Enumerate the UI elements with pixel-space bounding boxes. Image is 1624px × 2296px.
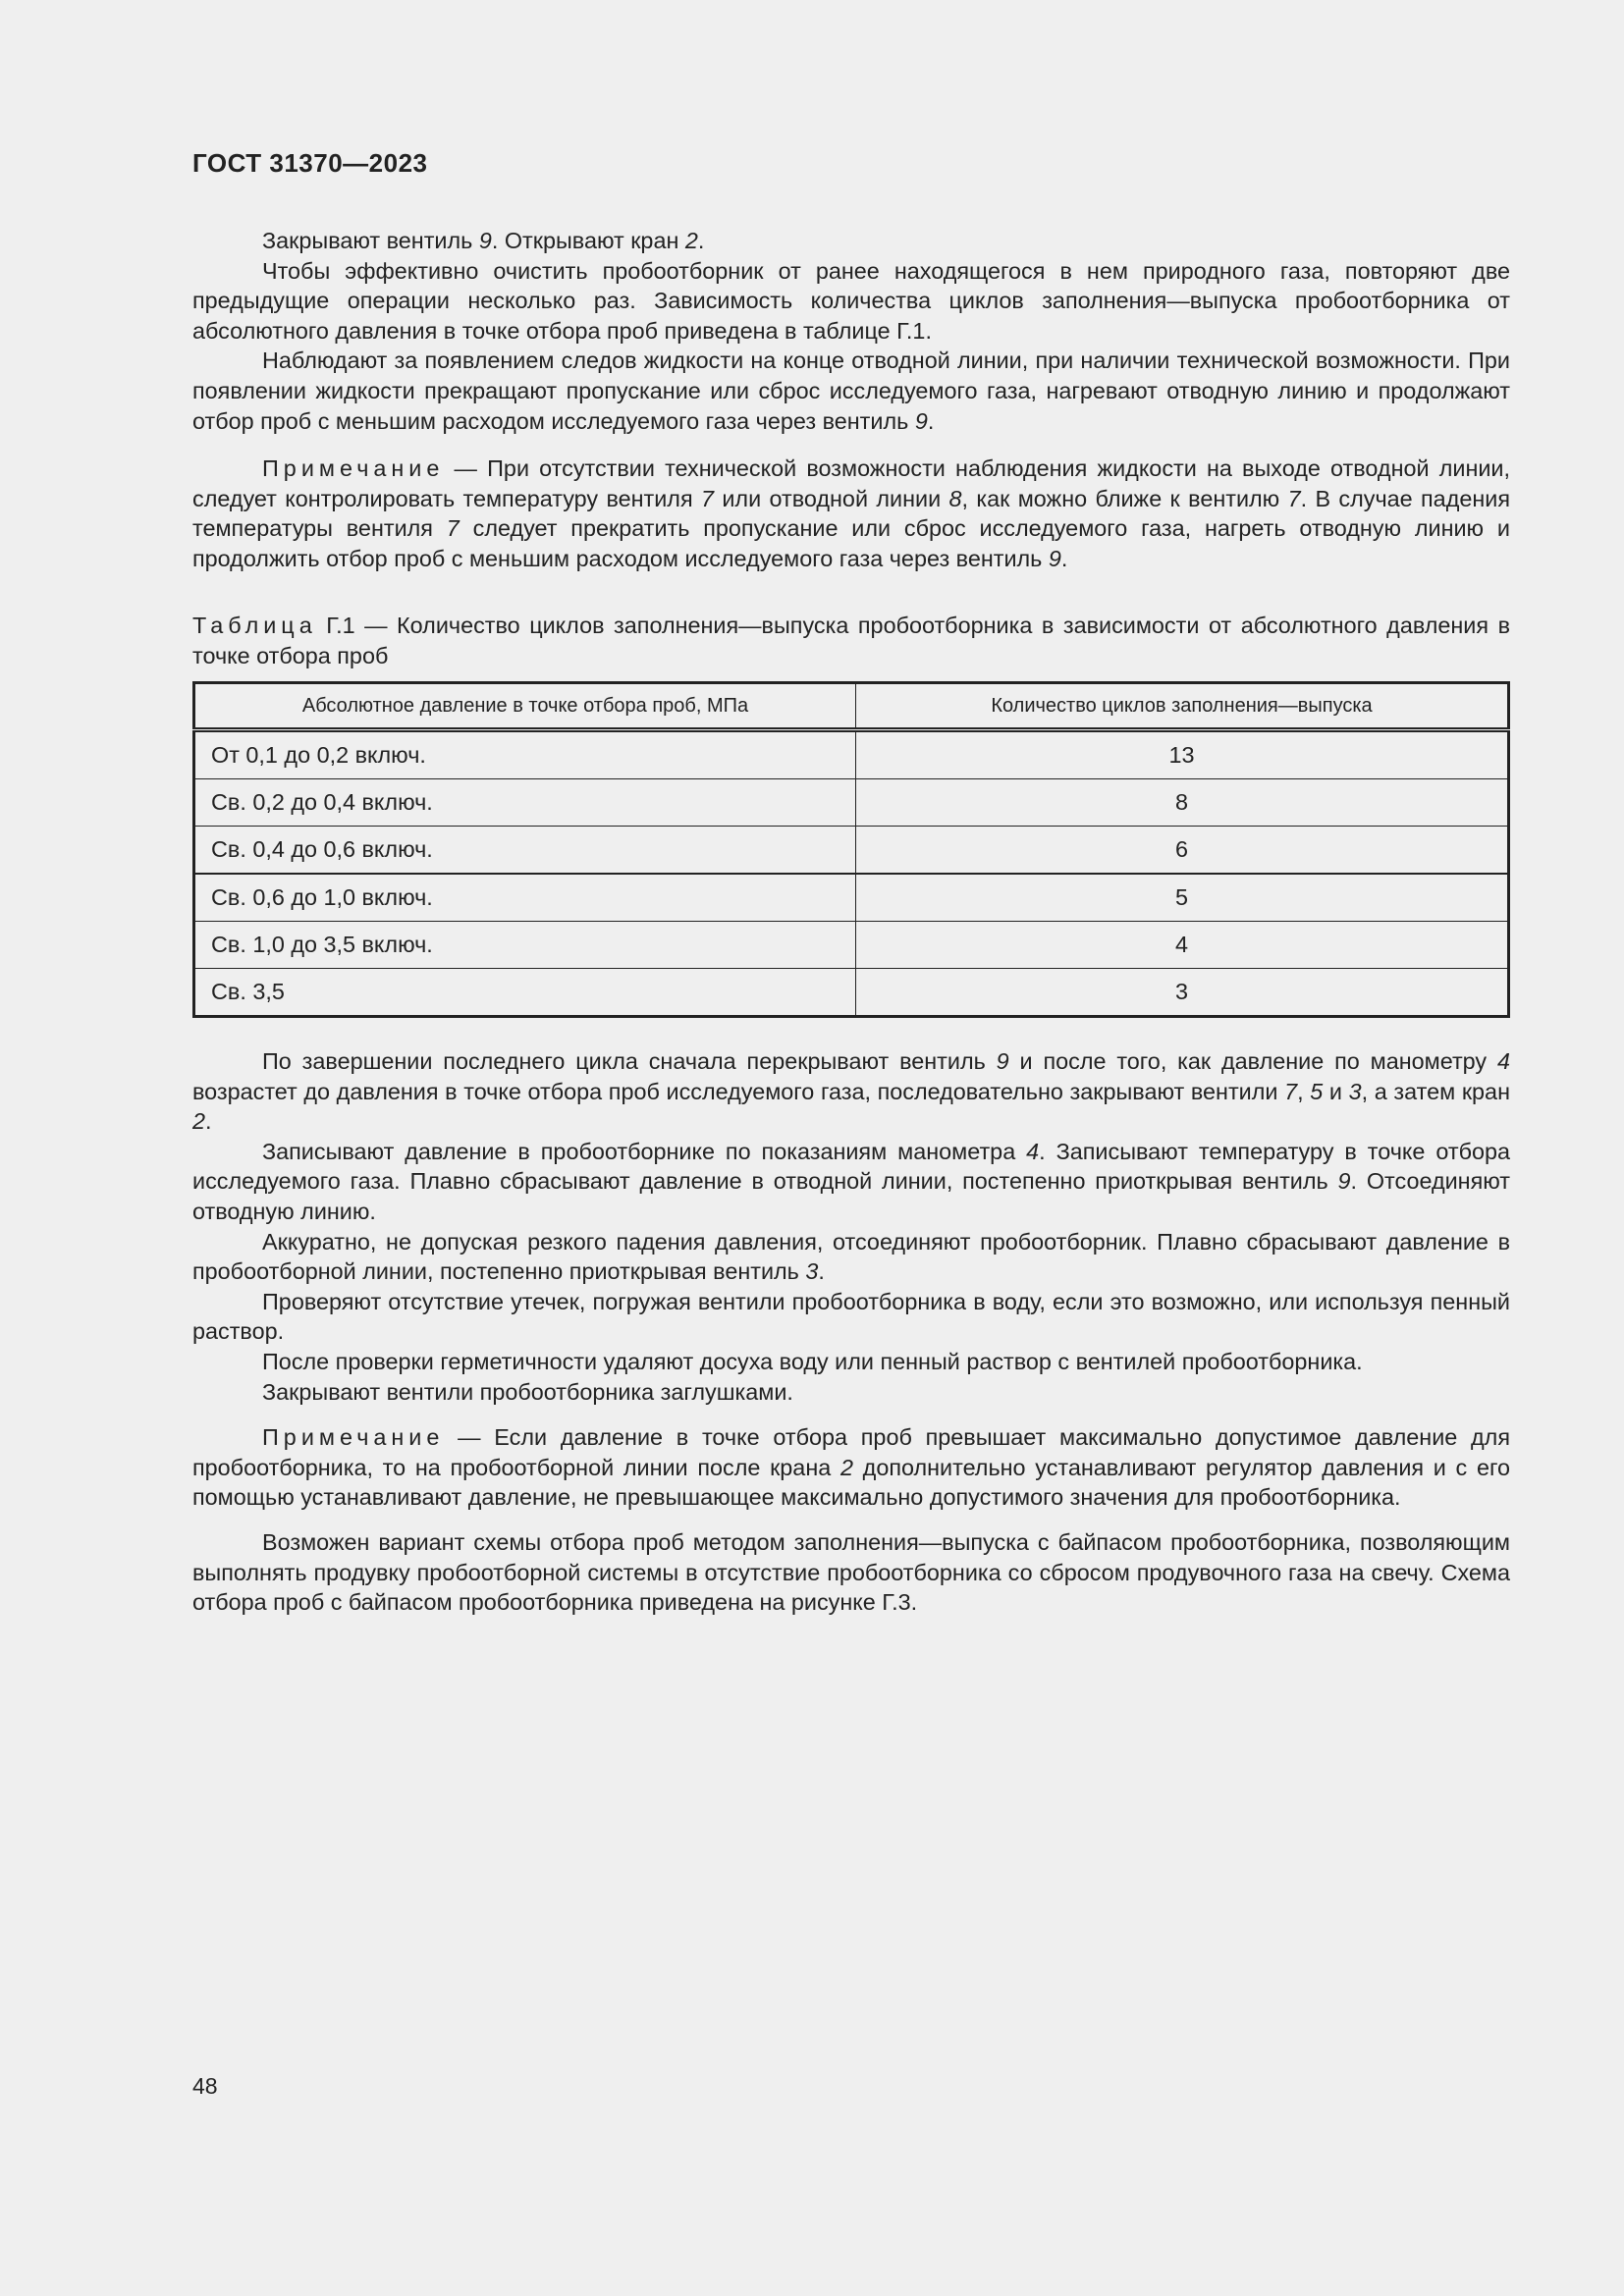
table-cell-pressure: Св. 3,5 xyxy=(194,969,856,1017)
note-paragraph: Примечание — Если давление в точке отбора проб превышает максимально допустимое давление для пробоотборника, то на пробоотборной линии после крана 2 дополнительно устанавливают регулятор давления и с его помощью устанавливают давление, не превышающее максимально допустимого значения для пробоотборника. xyxy=(192,1424,1510,1511)
table-header-cycles: Количество циклов заполнения—выпуска xyxy=(856,683,1509,730)
document-header: ГОСТ 31370—2023 xyxy=(192,148,428,178)
paragraph: Закрывают вентили пробоотборника заглушками. xyxy=(262,1378,793,1405)
table-row xyxy=(194,874,1509,922)
text-block-3 xyxy=(192,1527,1510,1618)
cycles-table xyxy=(192,681,1510,1018)
table-caption: Таблица Г.1 — Количество циклов заполнения—выпуска пробоотборника в зависимости от абсолютного давления в точке отбора проб xyxy=(192,613,1510,668)
paragraph: Наблюдают за появлением следов жидкости на конце отводной линии, при наличии технической возможности. При появлении жидкости прекращают пропускание или сброс исследуемого газа, нагревают отводную линию и продолжают отбор проб с меньшим расходом исследуемого газа через вентиль 9. xyxy=(192,347,1510,434)
table-cell-cycles: 13 xyxy=(856,730,1509,779)
text-block-2 xyxy=(192,1046,1510,1407)
table-cell-cycles: 5 xyxy=(856,874,1509,922)
text-block-1 xyxy=(192,226,1510,436)
paragraph: После проверки герметичности удаляют досуха воду или пенный раствор с вентилей пробоотборника. xyxy=(262,1348,1363,1374)
paragraph: Проверяют отсутствие утечек, погружая вентили пробоотборника в воду, если это возможно, или используя пенный раствор. xyxy=(192,1288,1510,1345)
paragraph: Записывают давление в пробоотборнике по показаниям манометра 4. Записывают температуру в точке отбора исследуемого газа. Плавно сбрасывают давление в отводной линии, постепенно приоткрывая вентиль 9. Отсоединяют отводную линию. xyxy=(192,1138,1510,1224)
paragraph: Закрывают вентиль 9. Открывают кран 2. xyxy=(262,228,705,253)
table-row xyxy=(194,922,1509,969)
note-label: Примечание xyxy=(262,455,445,481)
table-cell-pressure: Св. 1,0 до 3,5 включ. xyxy=(194,922,856,969)
note-1 xyxy=(192,454,1510,573)
table-cell-pressure: Св. 0,4 до 0,6 включ. xyxy=(194,827,856,875)
table-header-pressure: Абсолютное давление в точке отбора проб, МПа xyxy=(194,683,856,730)
table-cell-pressure: Св. 0,2 до 0,4 включ. xyxy=(194,779,856,827)
table-row xyxy=(194,730,1509,779)
table-cell-cycles: 4 xyxy=(856,922,1509,969)
table-cell-pressure: Св. 0,6 до 1,0 включ. xyxy=(194,874,856,922)
paragraph: Возможен вариант схемы отбора проб методом заполнения—выпуска с байпасом пробоотборника, позволяющим выполнять продувку пробоотборной системы в отсутствие пробоотборника со сбросом продувочного газа на свечу. Схема отбора проб с байпасом пробоотборника приведена на рисунке Г.3. xyxy=(192,1529,1510,1616)
table-cell-cycles: 8 xyxy=(856,779,1509,827)
note-paragraph: Примечание — При отсутствии технической возможности наблюдения жидкости на выходе отводной линии, следует контролировать температуру вентиля 7 или отводной линии 8, как можно ближе к вентилю 7. В случае падения температуры вентиля 7 следует прекратить пропускание или сброс исследуемого газа, нагреть отводную линию и продолжить отбор проб с меньшим расходом исследуемого газа через вентиль 9. xyxy=(192,455,1510,571)
note-2 xyxy=(192,1422,1510,1513)
table-cell-pressure: От 0,1 до 0,2 включ. xyxy=(194,730,856,779)
table-row xyxy=(194,827,1509,875)
table-row xyxy=(194,779,1509,827)
paragraph: Аккуратно, не допуская резкого падения давления, отсоединяют пробоотборник. Плавно сбрасывают давление в пробоотборной линии, постепенно приоткрывая вентиль 3. xyxy=(192,1228,1510,1285)
note-label: Примечание xyxy=(262,1424,445,1450)
table-header-row xyxy=(194,683,1509,730)
table-row xyxy=(194,969,1509,1017)
table-cell-cycles: 6 xyxy=(856,827,1509,875)
paragraph: Чтобы эффективно очистить пробоотборник от ранее находящегося в нем природного газа, повторяют две предыдущие операции несколько раз. Зависимость количества циклов заполнения—выпуска пробоотборника от абсолютного давления в точке отбора проб приведена в таблице Г.1. xyxy=(192,257,1510,344)
table-caption-label: Таблица xyxy=(192,613,317,638)
paragraph: По завершении последнего цикла сначала перекрывают вентиль 9 и после того, как давление по манометру 4 возрастет до давления в точке отбора проб исследуемого газа, последовательно закрывают вентили 7, 5 и 3, а затем кран 2. xyxy=(192,1048,1510,1135)
table-cell-cycles: 3 xyxy=(856,969,1509,1017)
page-number: 48 xyxy=(192,2073,218,2099)
